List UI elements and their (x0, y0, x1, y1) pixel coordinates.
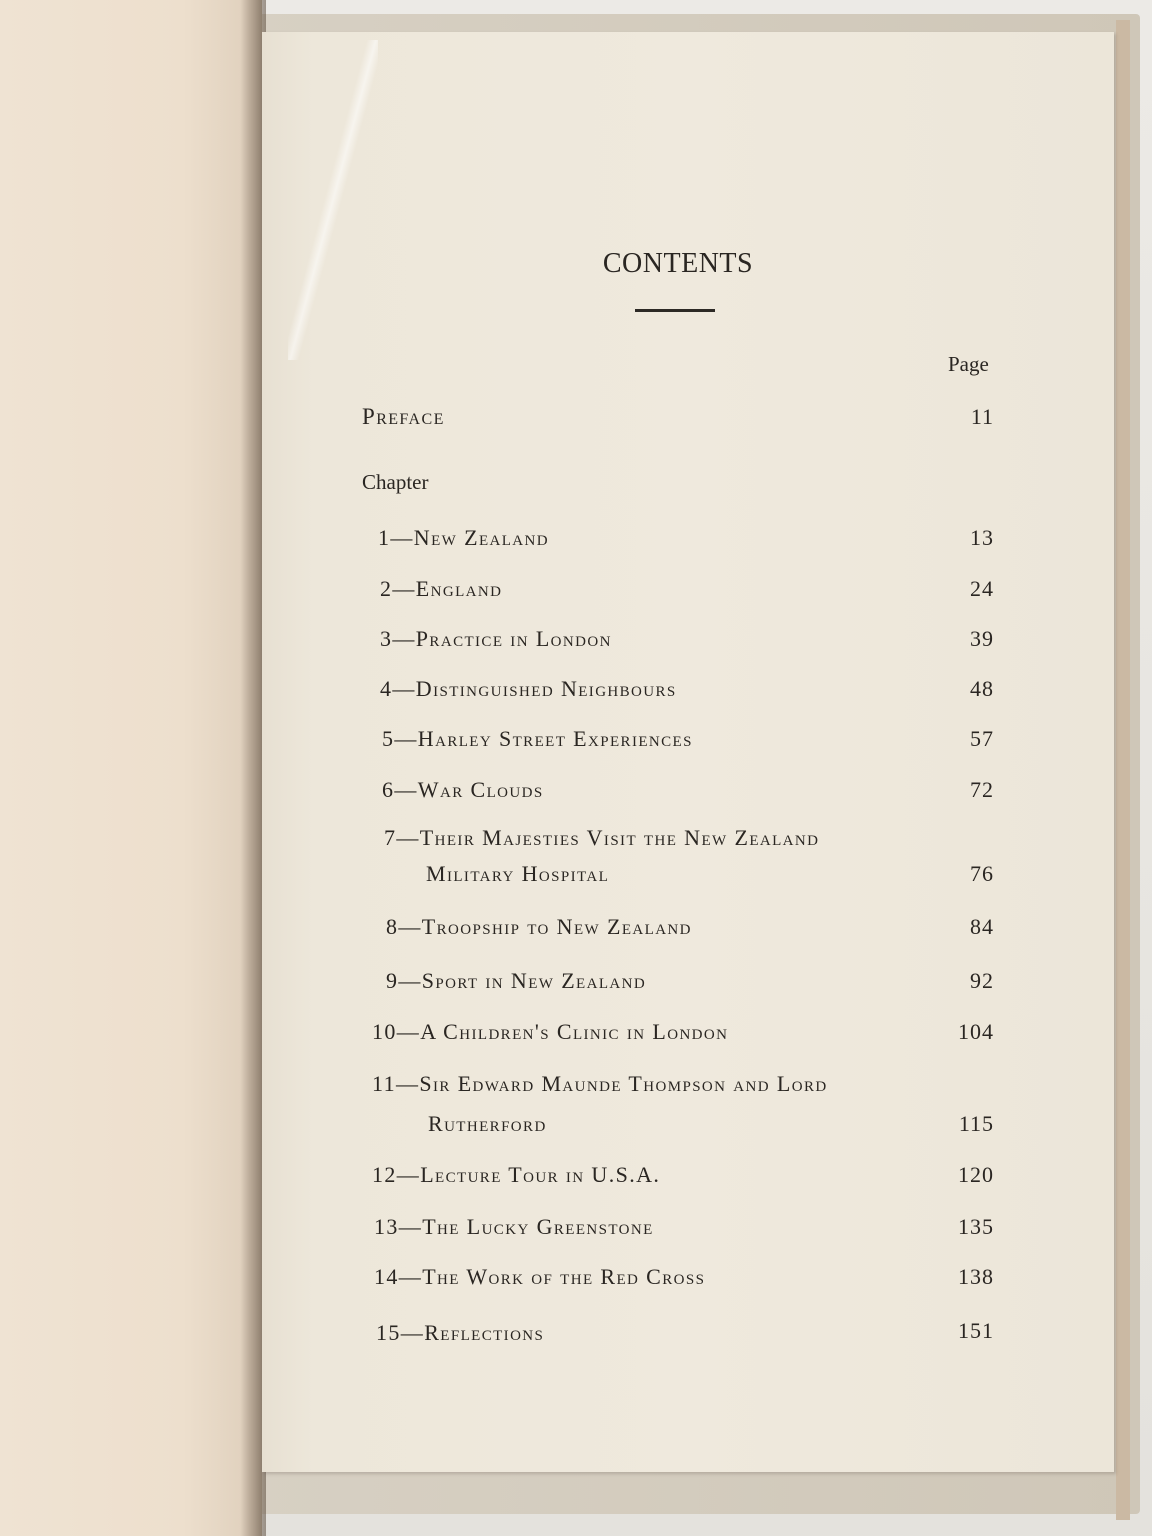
chapter-heading: Chapter (362, 470, 429, 494)
chapter-page-11: 115 (958, 1111, 994, 1136)
chapter-entry-1: 1—New Zealand (378, 525, 550, 550)
chapter-entry-2: 2—England (380, 576, 503, 601)
chapter-page-7: 76 (970, 861, 994, 886)
chapter-page-10: 104 (958, 1019, 994, 1044)
chapter-page-1: 13 (970, 525, 994, 550)
chapter-entry-7-continued: Military Hospital (426, 861, 610, 886)
page-title: CONTENTS (602, 248, 754, 279)
chapter-entry-15: 15—Reflections (376, 1320, 545, 1345)
chapter-entry-7: 7—Their Majesties Visit the New Zealand (384, 825, 820, 850)
chapter-page-4: 48 (970, 676, 994, 701)
chapter-entry-12: 12—Lecture Tour in U.S.A. (372, 1162, 661, 1187)
title-rule (635, 309, 715, 312)
chapter-entry-4: 4—Distinguished Neighbours (380, 676, 677, 701)
book-spine-edge (1116, 20, 1130, 1520)
chapter-page-2: 24 (970, 576, 994, 601)
page-column-header: Page (948, 352, 989, 376)
chapter-page-15: 151 (958, 1318, 994, 1343)
chapter-page-12: 120 (958, 1162, 994, 1187)
chapter-entry-6: 6—War Clouds (382, 777, 544, 802)
chapter-page-3: 39 (970, 626, 994, 651)
chapter-page-14: 138 (958, 1264, 994, 1289)
chapter-entry-3: 3—Practice in London (380, 626, 612, 651)
chapter-entry-11: 11—Sir Edward Maunde Thompson and Lord (372, 1071, 828, 1096)
chapter-entry-8: 8—Troopship to New Zealand (386, 914, 692, 939)
chapter-page-5: 57 (970, 726, 994, 751)
chapter-entry-10: 10—A Children's Clinic in London (372, 1019, 729, 1044)
chapter-page-8: 84 (970, 914, 994, 939)
chapter-page-13: 135 (958, 1214, 994, 1239)
chapter-entry-14: 14—The Work of the Red Cross (374, 1264, 706, 1289)
chapter-entry-9: 9—Sport in New Zealand (386, 968, 647, 993)
chapter-entry-13: 13—The Lucky Greenstone (374, 1214, 654, 1239)
preface-page: 11 (970, 404, 994, 429)
chapter-entry-11-continued: Rutherford (428, 1111, 547, 1136)
chapter-page-9: 92 (970, 968, 994, 993)
left-page (0, 0, 262, 1536)
chapter-page-6: 72 (970, 777, 994, 802)
chapter-entry-5: 5—Harley Street Experiences (382, 726, 693, 751)
preface-label: Preface (362, 404, 445, 429)
